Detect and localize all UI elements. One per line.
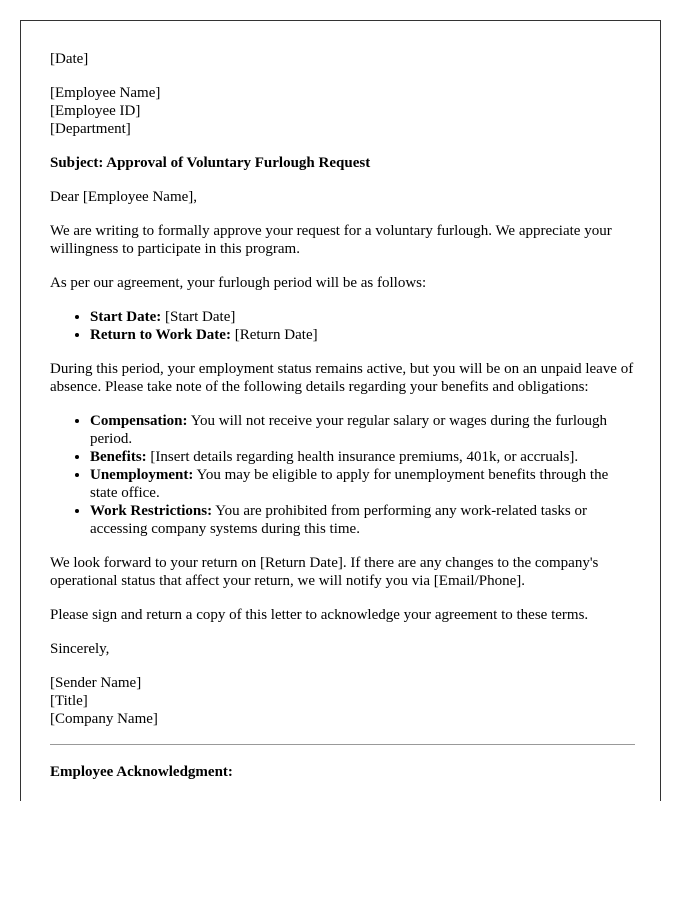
list-item-label: Compensation: [90, 413, 188, 429]
acknowledgment-heading: Employee Acknowledgment: [50, 764, 233, 780]
list-item-label: Return to Work Date: [90, 327, 231, 343]
recipient-block [50, 84, 635, 138]
greeting: Dear [Employee Name], [50, 189, 198, 205]
list-item-benefits [90, 448, 635, 466]
list-item-label: Unemployment: [90, 467, 194, 483]
sender-company: [Company Name] [50, 711, 158, 727]
list-item-value: You may be eligible to apply for unemployment benefits through the state office. [90, 467, 609, 501]
letter-page [20, 20, 661, 801]
list-item-compensation [90, 412, 635, 448]
list-item-label: Benefits: [90, 449, 147, 465]
recipient-id: [Employee ID] [50, 103, 141, 119]
list-item-value: [Insert details regarding health insurance premiums, 401k, or accruals]. [146, 449, 579, 465]
list-item-value: You are prohibited from performing any work-related tasks or accessing company systems during this time. [90, 503, 587, 537]
list-item-label: Work Restrictions: [90, 503, 213, 519]
subject-line: Subject: Approval of Voluntary Furlough Request [50, 155, 371, 171]
list-item-return-date [90, 326, 635, 344]
sender-block [50, 674, 635, 728]
recipient-department: [Department] [50, 121, 131, 137]
intro-paragraph: We are writing to formally approve your request for a voluntary furlough. We appreciate your willingness to participate in this program. [50, 223, 612, 257]
letter-body [50, 50, 635, 781]
letter-date: [Date] [50, 51, 89, 67]
sign-request-paragraph: Please sign and return a copy of this letter to acknowledge your agreement to these terms. [50, 607, 589, 623]
status-paragraph: During this period, your employment status remains active, but you will be on an unpaid leave of absence. Please take note of the following details regarding your benefits and obligations: [50, 361, 634, 395]
list-item-start-date [90, 308, 635, 326]
closing: Sincerely, [50, 641, 110, 657]
sender-name: [Sender Name] [50, 675, 142, 691]
list-item-value: [Return Date] [230, 327, 318, 343]
list-item-value: [Start Date] [161, 309, 236, 325]
furlough-period-list [50, 308, 635, 344]
sender-title: [Title] [50, 693, 88, 709]
list-item-unemployment [90, 466, 635, 502]
details-list [50, 412, 635, 538]
recipient-name: [Employee Name] [50, 85, 161, 101]
list-item-work-restrictions [90, 502, 635, 538]
list-item-label: Start Date: [90, 309, 162, 325]
return-paragraph: We look forward to your return on [Return Date]. If there are any changes to the company's operational status that affect your return, we will notify you via [Email/Phone]. [50, 555, 599, 589]
list-item-value: You will not receive your regular salary or wages during the furlough period. [90, 413, 607, 447]
section-divider [50, 744, 635, 745]
agreement-lead: As per our agreement, your furlough period will be as follows: [50, 275, 427, 291]
